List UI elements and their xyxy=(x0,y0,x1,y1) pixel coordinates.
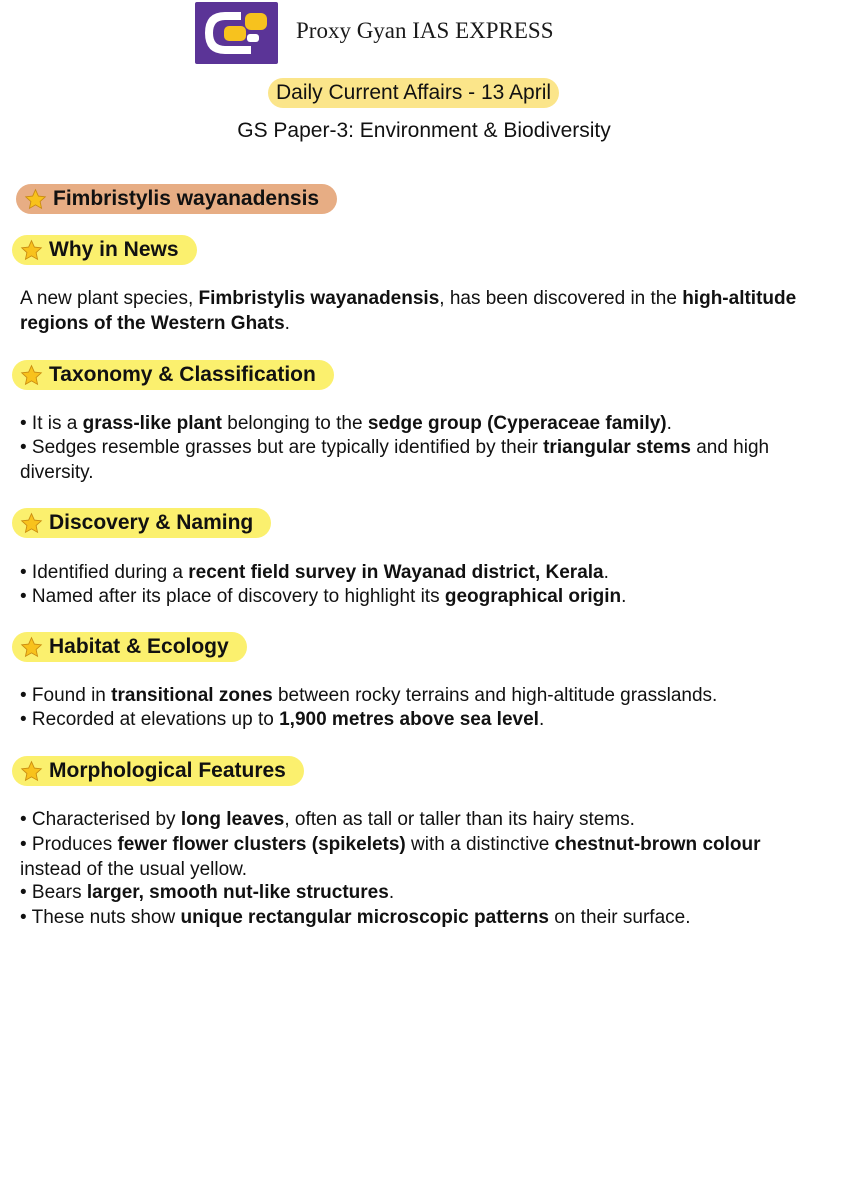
article-title-text: Fimbristylis wayanadensis xyxy=(53,187,320,210)
star-icon xyxy=(24,188,47,211)
paper-title: GS Paper-3: Environment & Biodiversity xyxy=(237,119,611,142)
discovery-bullet-2: • Named after its place of discovery to highlight its geographical origin. xyxy=(20,586,627,607)
star-icon xyxy=(20,636,43,659)
section-heading-text: Why in News xyxy=(49,238,179,261)
section-heading-why-in-news xyxy=(12,235,197,265)
section-heading-taxonomy xyxy=(12,360,334,390)
taxonomy-bullet-2: • Sedges resemble grasses but are typically identified by their triangular stems and high diversity. xyxy=(20,437,770,483)
section-heading-text: Discovery & Naming xyxy=(49,511,254,534)
brand-logo xyxy=(195,2,278,64)
why-in-news-paragraph: A new plant species, Fimbristylis wayanadensis, has been discovered in the high-altitude regions of the Western Ghats. xyxy=(20,288,797,334)
section-heading-text: Morphological Features xyxy=(49,759,286,782)
article-title xyxy=(16,184,337,214)
section-heading-text: Taxonomy & Classification xyxy=(49,363,316,386)
morphology-bullet-2: • Produces fewer flower clusters (spikelets) with a distinctive chestnut-brown colour instead of the usual yellow. xyxy=(20,834,761,880)
habitat-bullet-2: • Recorded at elevations up to 1,900 metres above sea level. xyxy=(20,709,545,730)
section-heading-morphology xyxy=(12,756,304,786)
discovery-bullet-1: • Identified during a recent field survey in Wayanad district, Kerala. xyxy=(20,562,609,583)
section-heading-habitat xyxy=(12,632,247,662)
morphology-bullet-4: • These nuts show unique rectangular microscopic patterns on their surface. xyxy=(20,907,691,928)
section-heading-discovery xyxy=(12,508,271,538)
star-icon xyxy=(20,364,43,387)
brand-name: Proxy Gyan IAS EXPRESS xyxy=(296,18,554,43)
star-icon xyxy=(20,239,43,262)
morphology-bullet-3: • Bears larger, smooth nut-like structures. xyxy=(20,882,395,903)
taxonomy-bullet-1: • It is a grass-like plant belonging to the sedge group (Cyperaceae family). xyxy=(20,413,672,434)
star-icon xyxy=(20,760,43,783)
habitat-bullet-1: • Found in transitional zones between rocky terrains and high-altitude grasslands. xyxy=(20,685,718,706)
morphology-bullet-1: • Characterised by long leaves, often as tall or taller than its hairy stems. xyxy=(20,809,635,830)
date-badge: Daily Current Affairs - 13 April xyxy=(268,78,559,108)
star-icon xyxy=(20,512,43,535)
section-heading-text: Habitat & Ecology xyxy=(49,635,229,658)
